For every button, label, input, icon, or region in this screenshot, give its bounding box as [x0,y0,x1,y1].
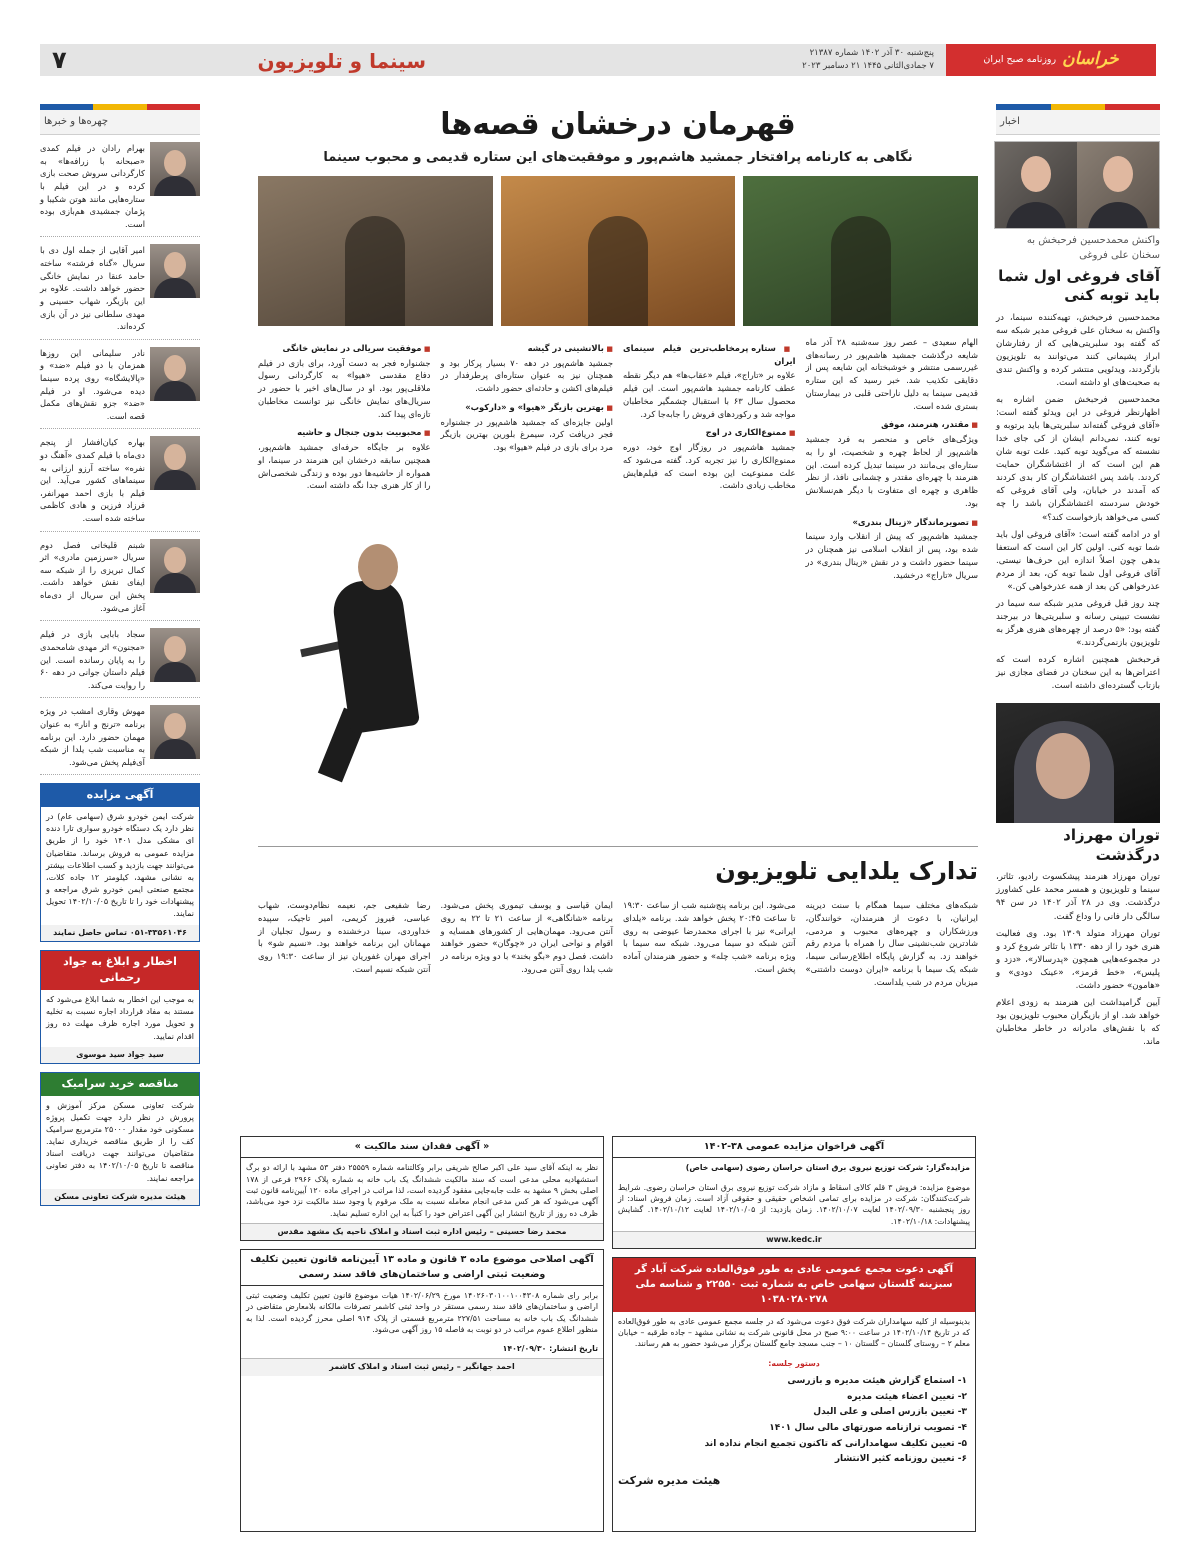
article-column [623,336,796,586]
news-paragraph: چند روز قبل فروغی مدیر شبکه سه سیما در نشست تبیینی رسانه و سلبریتی‌ها در بیرجند گفته بود: «۵ درصد از چهره‌های هنری هرگز به تلویزیون بازنمی‌گردند.» [996,598,1160,649]
face-news-item[interactable] [40,142,200,237]
left-column [40,104,200,1206]
obituary-paragraph: آیین گرامیداشت این هنرمند به زودی اعلام خواهد شد. او از بازیگران محبوب تلویزیون بود که با نقش‌های مادرانه در خاطر مخاطبان ماند. [996,997,1160,1048]
date-line-2: ۷ جمادی‌الثانی ۱۴۴۵ ۲۱ دسامبر ۲۰۲۳ [802,61,934,71]
article-subheading: ■ مقتدر، هنرمند، موفق [806,418,979,431]
agenda-item: ۴- تصویب ترازنامه صورتهای مالی سال ۱۴۰۱ [769,1422,967,1433]
face-news-item[interactable] [40,539,200,622]
portrait-photo [150,436,200,490]
obituary-photo [996,703,1160,823]
face-news-text: شبنم قلیخانی فصل دوم سریال «سرزمین مادری» اثر کمال تبریزی را از شبکه سه ایفای نقش خواهد داشت. پخش این سریال از دی‌ماه آغاز می‌شود. [40,539,145,613]
section-title: سینما و تلویزیون [257,49,426,73]
auction-ad-footer: ۰۵۱-۳۳۵۶۱۰۴۶ تماس حاصل نمایند [41,925,199,941]
portrait-photo [150,142,200,196]
news-paragraph: او در ادامه گفته است: «آقای فروغی اول باید شما توبه کنی. اولین کار این است که استعفا بدهی چون اصلاً اندازه این حرف‌ها نیستی. آقای فروغی اول شما توبه کن، بعد از مردم عذرخواهی کن بعد از همه عذرخواهی کن.» [996,529,1160,592]
news-headline[interactable]: آقای فروغی اول شما باید توبه کنی [998,266,1160,305]
correction-ad[interactable] [240,1249,604,1532]
portrait-photo [150,244,200,298]
agenda-item: ۲- تعیین اعضاء هیئت مدیره [847,1391,967,1402]
lost-deed-title: « آگهی فقدان سند مالکیت » [241,1137,603,1158]
notice-ad-footer: سید جواد سید موسوی [41,1047,199,1063]
tv-column: می‌شود. این برنامه پنج‌شنبه شب از ساعت ۱۹:۳۰ تا ساعت ۲۰:۴۵ پخش خواهد شد. برنامه «یلدای ایرانی» نیز با اجرای محمدرضا عیوضی به روی آنتن شبکه دو سیما می‌رود. شبکه سه سیما با ویژه برنامه «شب چله» و حضور هنرمندان آماده پخش است. [623,900,796,974]
auction-ad-body: شرکت ایمن خودرو شرق (سهامی عام) در نظر دارد یک دستگاه خودرو سواری تارا دنده ای مشکی مدل ۱۴۰۱ خود را از طریق مزایده عمومی به فروش برساند. متقاضیان می‌توانند جهت بازدید و کسب اطلاعات بیشتر به نشانی مشهد، کیلومتر ۱۲ جاده کلات، مجتمع صنعتی ایمن خودرو شرق مراجعه و پیشنهادات خود را تا تاریخ ۱۴۰۲/۱۰/۰۵ تحویل نمایند. [45,812,195,919]
tender-ceramic-ad-footer: هیئت مدیره شرکت تعاونی مسکن [41,1189,199,1205]
electricity-tender-subtitle: مزایده‌گزار: شرکت توزیع نیروی برق استان خراسان رضوی (سهامی خاص) [685,1163,970,1173]
agenda-item: ۳- تعیین بازرس اصلی و علی البدل [813,1407,967,1418]
face-news-item[interactable] [40,244,200,339]
faces-box-label: چهره‌ها و خبرها [40,110,200,135]
main-headline[interactable]: قهرمان درخشان قصه‌ها [440,107,796,142]
article-text: ویژگی‌های خاص و منحصر به فرد جمشید هاشم‌پور از لحاظ چهره و شخصیت، او را به ستاره‌ای بی‌مانند در سینما تبدیل کرده است. این هنرمند با چهره‌ای مقتدر و چشمانی نافذ، از نظر ظاهری و چهره ای متفاوت با دیگر هم‌نسلانش بود. [805,434,978,508]
ads-column-left [240,1136,604,1532]
obituary-headline[interactable]: توران مهرزاد درگذشت [1063,826,1160,864]
tender-ceramic-ad-body: شرکت تعاونی مسکن مرکز آموزش و پرورش در نظر دارد جهت تکمیل پروژه مسکونی خود مقدار ۲۵۰۰۰ مترمربع سرامیک کف را از طریق مناقصه خریداری نماید. متقاضیان می‌توانند جهت دریافت اسناد مناقصه تا تاریخ ۱۴۰۲/۱۰/۰۵ به دفتر تعاونی مراجعه نمایند. [46,1100,194,1183]
tv-column: ایمان قیاسی و یوسف تیموری پخش می‌شود. برنامه «شانگاهی» از ساعت ۲۱ تا ۲۲ به روی آنتن می‌رود. مهمان‌هایی از کشورهای همسایه و اقوام و نواحی ایران در «چوگان» حضور خواهند داشت. فصل دوم «بگو بخند» با دو ویژه برنامه در شب یلدا روی آنتن می‌رود. [440,900,613,974]
general-meeting-title: آگهی دعوت مجمع عمومی عادی به طور فوق‌العاده شرکت آباد گر سبزینه گلستان سهامی خاص به شماره ثبت ۲۲۵۵۰ و شناسه ملی ۱۰۳۸۰۲۸۰۲۷۸ [613,1258,975,1312]
obituary-paragraph: توران مهرزاد هنرمند پیشکسوت رادیو، تئاتر، سینما و تلویزیون و همسر محمد علی کشاورز درگذشت. وی در ۲۸ آذر ۱۴۰۲ در سن ۹۴ سالگی دار فانی را وداع گفت. [996,872,1161,922]
tender-ceramic-ad[interactable] [40,1072,200,1206]
agenda-list [613,1375,975,1467]
tv-headline[interactable]: تدارک یلدایی تلویزیون [715,856,978,885]
notice-ad-body: به موجب این اخطار به شما ابلاغ می‌شود که مستند به مفاد قرارداد اجاره نسبت به تخلیه و تحویل مورد اجاره ظرف مهلت ده روز اقدام نمایید. [46,995,194,1041]
article-text: جمشید هاشم‌پور که پیش از انقلاب وارد سینما شده بود، پس از انقلاب اسلامی نیز همچنان در سینما حضور داشت و در نقش «زینال بندری» در سریال «تاراج» درخشید. [805,531,978,580]
face-news-item[interactable] [40,347,200,430]
lost-deed-footer: محمد رضا حسینی – رئیس اداره ثبت اسناد و املاک ناحیه یک مشهد مقدس [241,1223,603,1240]
tv-column: رضا شفیعی جم، نعیمه نظام‌دوست، شهاب عباسی، فیروز کریمی، امیر تاجیک، سپیده خداوردی، سینا درخشنده و رسول تجلیان از مهمانان این برنامه خواهند بود. «نسیم شو» با اجرای مهران غفوریان نیز از ساعت ۱۹:۳۰ روی آنتن شبکه نسیم است. [258,900,431,974]
section-divider [258,846,978,847]
face-news-text: سجاد بابایی بازی در فیلم «مجنون» اثر مهدی شامحمدی را به پایان رسانده است. این فیلم داستان جوانی در دهه ۶۰ را روایت می‌کند. [40,629,145,690]
agenda-item: ۵- تعیین تکلیف سهامدارانی که تاکنون تجمیع انجام نداده اند [704,1438,967,1449]
electricity-tender-body: موضوع مزایده: فروش ۳ قلم کالای اسقاط و مازاد شرکت توزیع نیروی برق استان خراسان رضوی. شرایط شرکت‌کنندگان: شرکت در مزایده برای تمامی اشخاص حقیقی و حقوقی آزاد است. زمان فروش اسناد: از روز پنجشنبه ۱۴۰۲/۰۹/۳۰ لغایت ۱۴۰۲/۱۰/۰۷. زمان بازدید: از ۱۴۰۲/۱۰/۰۵ لغایت ۱۴۰۲/۱۰/۱۲. گشایش پیشنهادات: ۱۴۰۲/۱۰/۱۸. [618,1182,970,1226]
face-news-item[interactable] [40,705,200,775]
notice-ad[interactable] [40,950,200,1064]
correction-date: تاریخ انتشار: ۱۴۰۲/۰۹/۳۰ [502,1344,598,1354]
article-subheading: ■ بهترین بازیگر «هیوا» و «دارکوب» [441,401,614,414]
article-photos [258,176,978,326]
article-photo-forest [743,176,978,326]
auction-ad[interactable] [40,783,200,941]
tv-columns [258,899,978,988]
page-header [40,44,1156,76]
main-subheadline: نگاهی به کارنامه پرافتخار جمشید هاشم‌پور و موفقیت‌های این ستاره قدیمی و محبوب سینما [323,150,913,165]
article-photo-poster [501,176,736,326]
electricity-tender-title: آگهی فراخوان مزایده عمومی ۳۸-۱۴۰۲ [613,1137,975,1158]
article-text: علاوه بر جایگاه حرفه‌ای جمشید هاشم‌پور، همچنین سابقه درخشان این هنرمند در سینما، او همواره از حاشیه‌ها دور بوده و زندگی شخصی‌اش را از کار هنری جدا نگه داشته است. [258,442,431,491]
correction-footer: احمد جهانگیر – رئیس ثبت اسناد و املاک کاشمر [241,1358,603,1375]
face-news-item[interactable] [40,628,200,698]
face-news-text: نادر سلیمانی این روزها همزمان با دو فیلم «ضد» و «پالایشگاه» روی پرده سینما دیده می‌شود. او در فیلم «ضد» جزو نقش‌های مکمل قصه است. [40,347,145,421]
general-meeting-body: بدینوسیله از کلیه سهامداران شرکت فوق دعوت می‌شود که در جلسه مجمع عمومی عادی به طور فوق‌العاده که در تاریخ ۱۴۰۲/۱۰/۱۴ در ساعت ۹:۰۰ صبح در محل قانونی شرکت به نشانی مشهد – جاده طرقبه – خیابان معلم ۲ – روستای گلستان – گلستان ۱۰ – جنب مسجد جامع گلستان برگزار می‌شود حضور به هم رسانند. [618,1316,970,1349]
agenda-item: ۶- تعیین روزنامه کثیر الانتشار [834,1454,967,1465]
auction-ad-title: آگهی مزایده [41,784,199,807]
news-kicker: واکنش محمدحسین فرحبخش به سخنان علی فروغی [1026,235,1160,262]
color-strip [40,104,200,110]
article-column [441,336,614,586]
face-news-text: بهاره کیان‌افشار از پنجم دی‌ماه با فیلم کمدی «آهنگ دو نفره» ساخته آرزو ارزانی به سینماهای کشور می‌آید. این فیلم با بازی احمد مهرانفر، فرزاد فرزین و هادی کاظمی ساخته شده است. [40,437,145,524]
article-subheading: ■ محبوبیت بدون جنجال و حاشیه [258,426,431,439]
tender-ceramic-ad-title: مناقصه خرید سرامیک [41,1073,199,1096]
article-column [806,336,979,586]
article-photo-running-actor [300,540,460,780]
article-subheading: ■ ستاره پرمخاطب‌ترین فیلم سینمای ایران [623,342,796,368]
article-subheading: ■ ممنوع‌الکاری در اوج [623,426,796,439]
agenda-item: ۱- استماع گزارش هیئت مدیره و بازرسی [787,1375,967,1386]
portrait-photo [150,539,200,593]
electricity-tender-website[interactable]: www.kedc.ir [613,1231,975,1248]
portrait-photo [150,628,200,682]
ads-column-right [612,1136,976,1532]
article-intro: الهام سعیدی – عصر روز سه‌شنبه ۲۸ آذر ماه شایعه درگذشت جمشید هاشم‌پور در رسانه‌های غیررسمی منتشر و خوشبختانه این شایعه پس از دقایقی تکذیب شد. خبر رسید که این ستاره قدیمی سینما به دلیل ناراحتی قلبی در بیمارستان بستری شده است. [805,336,978,411]
page-number: ۷ [52,46,67,74]
brand-bar[interactable] [946,44,1156,76]
article-photo-aiming [258,176,493,326]
news-paragraph: فرحبخش همچنین اشاره کرده است که اعتراض‌ها به این سخنان در فضای مجازی نیز بازتاب گسترده‌ای داشته است. [996,655,1160,692]
news-paragraph: محمدحسین فرحبخش، تهیه‌کننده سینما، در واکنش به سخنان علی فروغی مدیر شبکه سه که گفته بود سلبریتی‌هایی که از رفتارشان ابراز پشیمانی کنند می‌توانند به تلویزیون بازگردند، ویدئویی منتشر کرده و واکنش تندی به صحبت‌های او داشته است. [996,312,1160,388]
brand-subtitle: روزنامه صبح ایران [983,53,1057,65]
article-text: علاوه بر «تاراج»، فیلم «عقاب‌ها» هم دیگر نقطه عطف کارنامه جمشید هاشم‌پور است. این فیلم محصول سال ۶۳ با استقبال چشمگیر مخاطبان مواجه شد و رکوردهای فروش را جابه‌جا کرد. [623,370,796,419]
article-text: جمشید هاشم‌پور در روزگار اوج خود، دوره ممنوع‌الکاری را نیز تجربه کرد. گفته می‌شود که علت ممنوعیت این بوده است که فیلم‌هایش مخاطب زیادی داشت. [623,442,796,491]
general-meeting-signature: هیئت مدیره شرکت [618,1473,721,1487]
correction-body: برابر رای شماره ۱۴۰۲۶۰۳۰۱۰۰۱۰۰۴۳۰۸ مورخ ۱۴۰۲/۰۶/۲۹ هیات موضوع قانون تعیین تکلیف وضعیت ثبتی اراضی و ساختمان‌های فاقد سند رسمی مستقر در واحد ثبتی کاشمر تصرفات مالکانه بلامعارض متقاضی در ششدانگ یک باب خانه به مساحت ۲۲۷/۵۱ مترمربع قسمتی از پلاک ۹۱۴ اصلی محرز گردیده است. لذا به منظور اطلاع عموم مراتب در دو نوبت به فاصله ۱۵ روز آگهی می‌شود. [246,1290,598,1334]
general-meeting-ad[interactable] [612,1257,976,1532]
obituary-paragraph: توران مهرزاد متولد ۱۳۰۹ بود. وی فعالیت هنری خود را از دهه ۱۳۳۰ با تئاتر شروع کرد و در مجموعه‌هایی همچون «پدرسالار»، «دزد و پلیس»، «خط قرمز»، «عینک دودی» و «هامون» حضور داشت. [996,928,1161,991]
face-news-text: بهرام رادان در فیلم کمدی «صبحانه با زرافه‌ها» به کارگردانی سروش صحت بازی کرده و در این فیلم با ستاره‌هایی مانند هوتن شکیبا و پژمان جمشیدی هم‌بازی بوده است. [40,143,145,229]
farahbakhsh-foroughi-photo [994,141,1160,229]
agenda-title: دستور جلسه: [768,1358,820,1368]
classified-ads [240,1136,976,1532]
date-line-1: پنج‌شنبه ۳۰ آذر ۱۴۰۲ شماره ۲۱۳۸۷ [809,48,934,58]
article-text: اولین جایزه‌ای که جمشید هاشم‌پور در جشنواره فجر دریافت کرد، سیمرغ بلورین بهترین بازیگر مرد برای بازی در فیلم «هیوا» بود. [440,416,613,453]
face-news-item[interactable] [40,436,200,531]
article-subheading: ■ موفقیت سریالی در نمایش خانگی [258,342,431,355]
notice-ad-title: اخطار و ابلاغ به جواد رحمانی [41,951,199,990]
portrait-photo [150,705,200,759]
article-text: جشنواره فجر به دست آورد، برای بازی در فیلم دفاع مقدسی «هیوا» به کارگردانی رسول ملاقلی‌پور بود. او در سال‌های اخیر با حضور در سریال‌های نمایش خانگی نیز توانست مخاطبان تازه‌ای پیدا کند. [258,357,431,419]
news-box-label: اخبار [996,110,1160,135]
face-news-text: امیر آقایی از جمله اول دی با سریال «گناه فرشته» ساخته حامد عنقا در نمایش خانگی حضور خواهد داشت. علاوه بر این بازیگر، شهاب حسینی و مهدی سلطانی نیز در آن بازی کرده‌اند. [40,245,145,332]
lost-deed-ad[interactable] [240,1136,604,1241]
color-strip [996,104,1160,110]
tv-column: شبکه‌های مختلف سیما همگام با سنت دیرینه ایرانیان، با دعوت از هنرمندان، خوانندگان، ورزشکاران و چهره‌های محبوب و مردمی، شادترین شب‌نشینی سال را همراه با مردم رقم خواهند زد. به گزارش پایگاه اطلاع‌رسانی سیما، شبکه یک سیما با برنامه «ایران دوست داشتنی» میزبان مردم در شب یلداست. [805,900,978,987]
electricity-tender-ad[interactable] [612,1136,976,1249]
photo-person-right [995,142,1077,228]
lost-deed-body: نظر به اینکه آقای سید علی اکبر صالح شریفی برابر وکالتنامه شماره ۲۵۵۵۹ دفتر ۵۳ مشهد با ارائه دو برگ استشهادیه محلی مدعی است که سند مالکیت ششدانگ یک باب خانه به شماره پلاک ۲۹۶۶ فرعی از ۱۷۸ اصلی بخش ۹ مشهد به علت جابه‌جایی مفقود گردیده است، لذا مراتب در اجرای ماده ۱۲۰ آیین‌نامه قانون ثبت آگهی می‌شود که هر کس مدعی انجام معامله نسبت به ملک مرقوم یا وجود سند مالکیت نزد خود می‌باشد، ظرف ده روز از تاریخ انتشار این آگهی اعتراض خود را کتباً به این اداره تسلیم نماید. [246,1163,598,1218]
correction-title: آگهی اصلاحی موضوع ماده ۳ قانون و ماده ۱۳ آیین‌نامه قانون تعیین تکلیف وضعیت ثبتی اراضی و ساختمان‌های فاقد سند رسمی [241,1250,603,1286]
face-news-text: مهوش وقاری امشب در ویژه برنامه «ترنج و انار» به عنوان مهمان حضور دارد. این برنامه به مناسبت شب یلدا از شبکه آی‌فیلم پخش می‌شود. [40,706,145,767]
right-column [996,104,1160,1053]
article-subheading: ■ بالانشینی در گیشه [441,342,614,355]
article-text: جمشید هاشم‌پور در دهه ۷۰ بسیار پرکار بود و همچنان نیز به عنوان ستاره‌ای پرطرفدار در فیلم‌های اکشن و حادثه‌ای حضور داشت. [440,357,613,394]
portrait-photo [150,347,200,401]
brand-logo: خراسان [1062,49,1119,70]
news-paragraph: محمدحسین فرحبخش ضمن اشاره به اظهارنظر فروغی در این ویدئو گفته است: «آقای فروغی گفته‌اند سلبریتی‌ها باید برتوبه و توبه کنند، نمی‌دانم ایشان از کی جای خدا نشسته که می‌گوید توبه کنید. علت توبه شان هم این است که از اغتشاشگران حمایت کردند. باشد پس اغتشاشگران کار بدی کردند که آمدند در خیابان، ولی آقای فروغی که خودش سردسته اغتشاشگران باشد را چه کسی می‌خواهد بازخواست کند؟» [996,394,1160,523]
article-subheading: ■ تصویرماندگار «زینال بندری» [806,516,979,529]
photo-person-left [1077,142,1159,228]
dateline [802,47,934,73]
